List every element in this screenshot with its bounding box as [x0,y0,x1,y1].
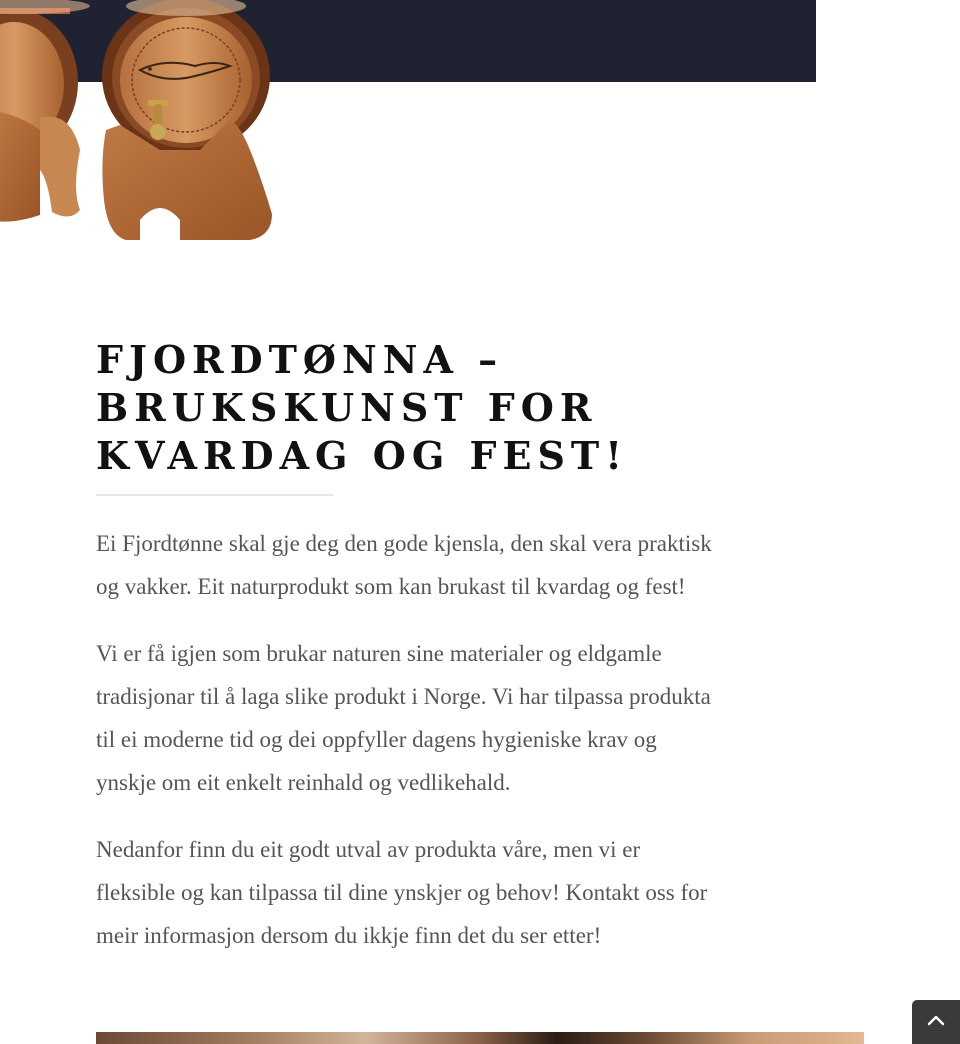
intro-paragraph: Ei Fjordtønne skal gje deg den gode kjensla, den skal vera praktisk og vakker. Eit naturprodukt som kan brukast til kvardag og fest! [96,531,712,599]
product-image [96,1032,864,1044]
chevron-up-icon [927,1014,945,1026]
page-title [96,336,716,480]
page-title-line: FJORDTØNNA – [96,337,504,382]
contact-paragraph: Nedanfor finn du eit godt utval av produkta våre, men vi er fleksible og kan tilpassa til dine ynskjer og behov! Kontakt oss for meir informasjon dersom du ikkje finn det du ser etter! [96,837,708,948]
page-title-line: BRUKSKUNST FOR [96,385,598,430]
tradition-paragraph: Vi er få igjen som brukar naturen sine materialer og eldgamle tradisjonar til å laga slike produkt i Norge. Vi har tilpassa produkta til ei moderne tid og dei oppfyller dagens hygieniske krav og ynskje om eit enkelt reinhald og vedlikehald. [96,641,711,795]
back-to-top-button[interactable] [912,1000,960,1044]
page-title-line: KVARDAG OG FEST! [96,433,628,478]
wooden-barrel-icon [0,0,280,250]
title-divider [96,494,333,496]
intro-section [96,336,716,981]
